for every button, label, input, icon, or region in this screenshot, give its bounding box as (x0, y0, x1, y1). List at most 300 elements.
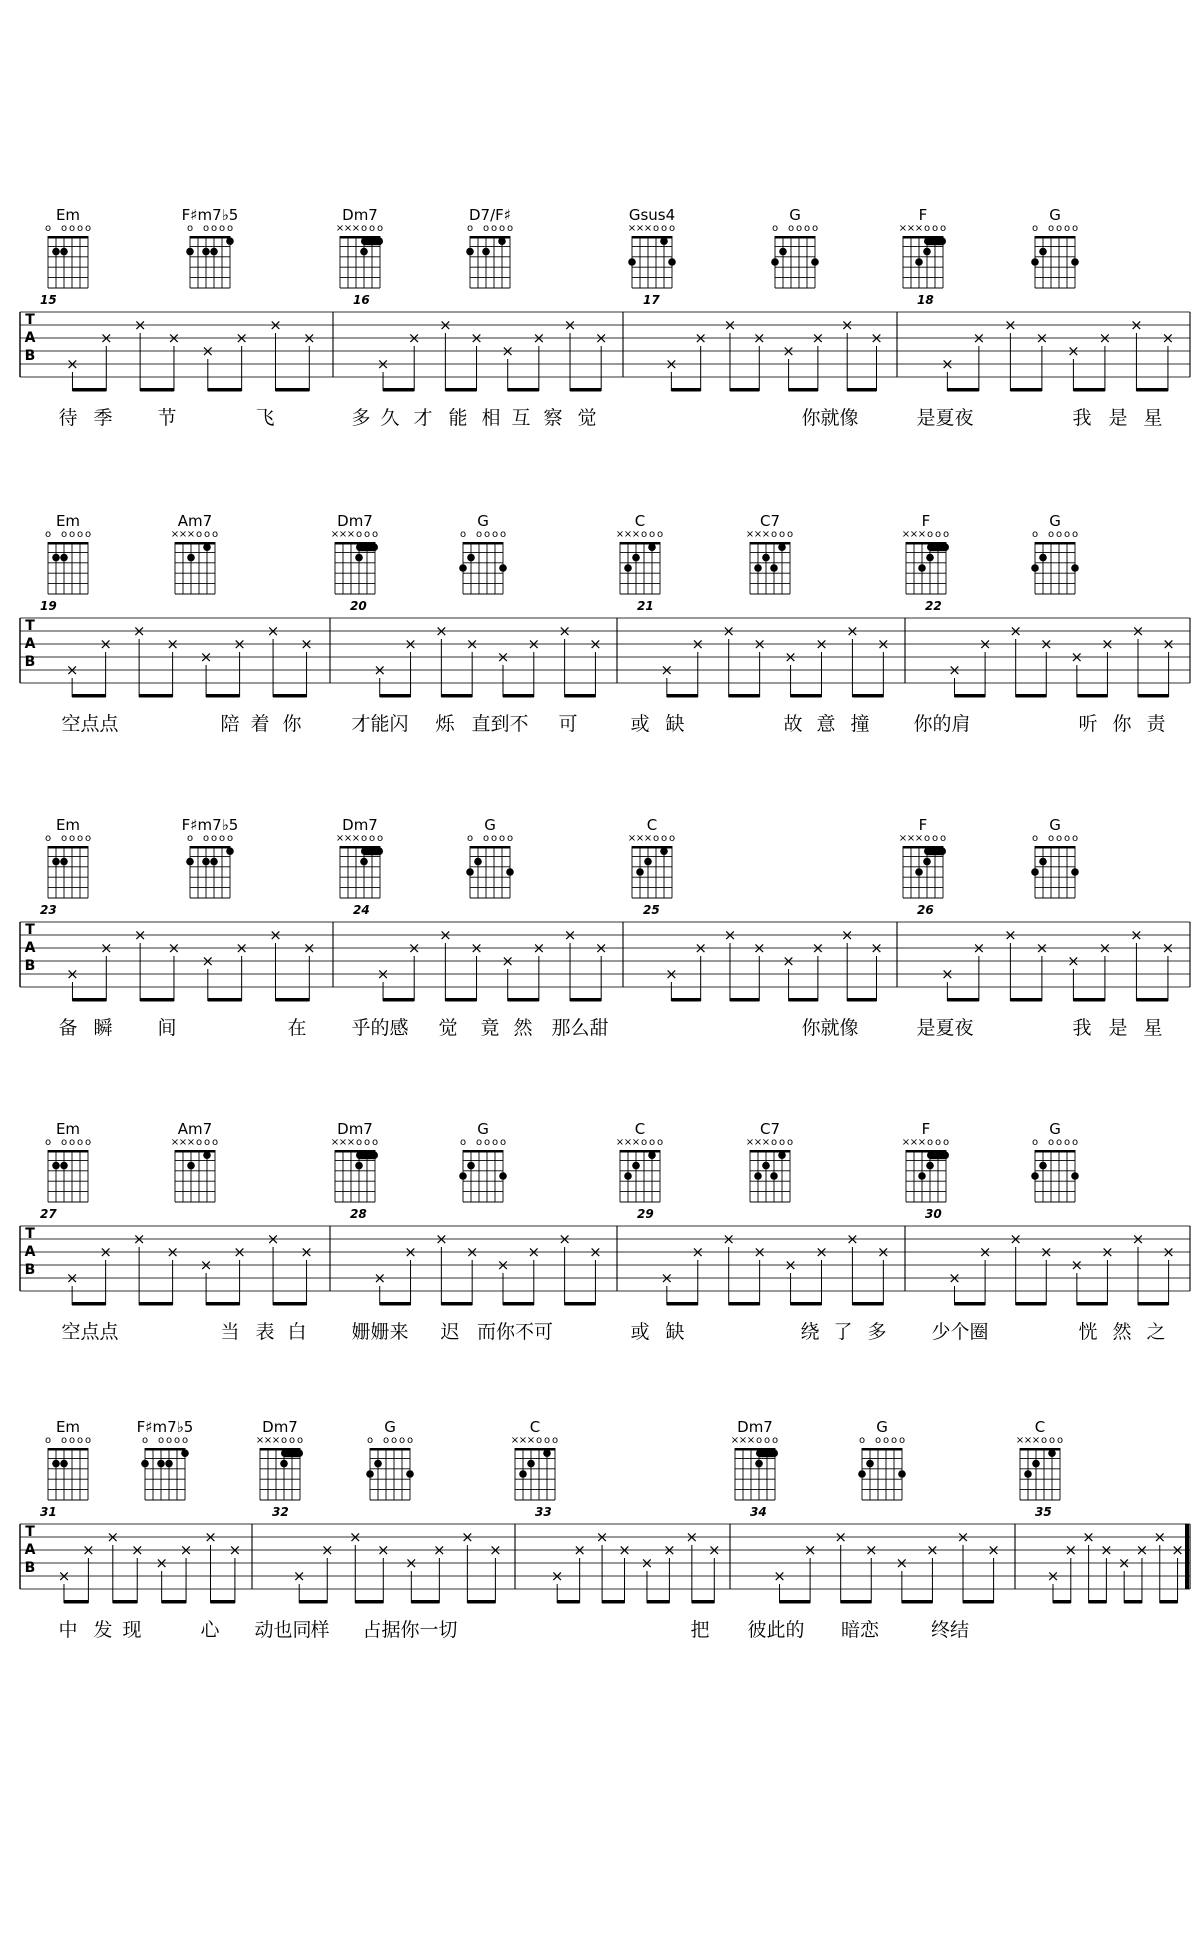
finger-dot (660, 847, 668, 855)
finger-dot (52, 1460, 60, 1468)
tab-note-x: × (435, 622, 448, 640)
open-string-mark: o (803, 223, 811, 234)
tab-note-x: × (784, 648, 797, 666)
tab-note-x: × (941, 965, 954, 983)
tab-note-x: × (269, 926, 282, 944)
open-string-mark: o (1047, 1137, 1055, 1148)
note-beam (565, 694, 596, 698)
note-beam (383, 388, 414, 392)
tab-note-x: × (1004, 316, 1017, 334)
lyric-syllable: 缺 (665, 713, 685, 735)
finger-dot (374, 1460, 382, 1468)
tab-note-x: × (132, 1230, 146, 1248)
lyric-syllable: 你 (1112, 713, 1132, 735)
open-string-mark: × (909, 529, 919, 540)
note-beam (206, 1302, 239, 1306)
finger-dot (459, 564, 467, 572)
chord-name: C (1034, 1418, 1046, 1436)
lyric-syllable: 占据你一切 (362, 1619, 458, 1641)
chord-name: F (921, 1120, 931, 1138)
open-string-mark: o (68, 529, 76, 540)
chord-diagram-3 (466, 206, 513, 288)
note-beam (729, 694, 760, 698)
chord-diagram-3 (459, 512, 507, 594)
finger-dot (923, 858, 931, 866)
lyric-syllable: 把 (690, 1619, 710, 1641)
finger-dot (467, 1162, 475, 1170)
open-string-mark: o (498, 833, 506, 844)
open-string-mark: o (186, 833, 194, 844)
lyric-syllable: 你 (282, 713, 302, 735)
tab-note-x: × (1009, 622, 1022, 640)
finger-dot (181, 1449, 189, 1457)
finger-dot (226, 237, 234, 245)
note-beam (791, 694, 822, 698)
note-beam (208, 998, 242, 1002)
open-string-mark: o (1063, 833, 1071, 844)
lyric-syllable: 那么甜 (551, 1017, 609, 1039)
tab-note-x: × (66, 355, 79, 373)
open-string-mark: o (296, 1435, 304, 1446)
finger-dot (52, 1162, 60, 1170)
bar-number: 30 (925, 1207, 942, 1221)
open-string-mark: o (1048, 1435, 1056, 1446)
open-string-mark: o (44, 833, 52, 844)
note-beam (380, 694, 411, 698)
open-string-mark: o (376, 833, 384, 844)
lyric-syllable: 动也同 (254, 1619, 312, 1641)
note-beam (570, 388, 601, 392)
note-beam (789, 388, 818, 392)
tab-note-x: × (179, 1541, 193, 1559)
finger-dot (355, 554, 363, 562)
finger-dot (1039, 554, 1047, 562)
bar-number: 28 (350, 1207, 367, 1221)
note-beam (113, 1600, 137, 1604)
open-string-mark: × (351, 223, 361, 234)
open-string-mark: o (934, 529, 942, 540)
lyric-syllable: 察 (543, 407, 563, 429)
tab-note-x: × (840, 926, 854, 944)
finger-dot (527, 1460, 535, 1468)
note-beam (139, 1302, 172, 1306)
open-string-mark: o (398, 1435, 406, 1446)
open-string-mark: o (363, 1137, 371, 1148)
open-string-mark: o (84, 529, 92, 540)
chord-nut (48, 236, 88, 239)
tab-note-x: × (201, 952, 215, 970)
tab-note-x: × (266, 1230, 280, 1248)
open-string-mark: × (186, 1137, 196, 1148)
tab-note-x: × (595, 1528, 609, 1546)
finger-dot (762, 554, 770, 562)
tab-note-x: × (300, 1243, 313, 1261)
open-string-mark: o (1055, 1137, 1063, 1148)
open-string-mark: o (173, 1435, 181, 1446)
open-string-mark: o (84, 833, 92, 844)
open-string-mark: o (931, 223, 939, 234)
tab-note-x: × (1171, 1541, 1184, 1559)
lyric-syllable: 责 (1146, 713, 1166, 735)
chord-diagram-3 (466, 816, 514, 898)
note-beam (383, 998, 414, 1002)
tab-note-x: × (407, 939, 421, 957)
open-string-mark: o (376, 223, 384, 234)
finger-dot (482, 248, 490, 256)
lyric-syllable: 觉 (438, 1017, 458, 1039)
chord-diagram-3 (459, 1120, 507, 1202)
tab-note-x: × (691, 635, 705, 653)
lyric-syllable: 你的肩 (913, 713, 971, 735)
tab-note-x: × (558, 1230, 571, 1248)
open-string-mark: o (640, 1137, 648, 1148)
lyric-syllable: 久 (380, 407, 400, 429)
chord-name: G (1049, 816, 1061, 834)
open-string-mark: × (615, 1137, 625, 1148)
lyric-syllable: 才 (413, 407, 433, 429)
open-string-mark: × (346, 1137, 356, 1148)
bar-number: 25 (643, 903, 660, 917)
open-string-mark: o (1031, 1137, 1039, 1148)
lyric-syllable: 星 (1143, 1017, 1163, 1039)
tab-note-x: × (956, 1528, 970, 1546)
open-string-mark: o (84, 1435, 92, 1446)
open-string-mark: o (76, 1137, 84, 1148)
open-string-mark: × (338, 529, 348, 540)
lyric-syllable: 竟 (480, 1017, 500, 1039)
finger-dot (60, 1460, 68, 1468)
tab-note-x: × (57, 1567, 71, 1585)
note-beam (72, 1302, 105, 1306)
tab-clef-letter: A (24, 330, 36, 346)
lyric-syllable: 迟 (440, 1321, 460, 1343)
tab-note-x: × (66, 965, 79, 983)
tab-note-x: × (1161, 329, 1175, 347)
chord-nut (1035, 236, 1075, 239)
open-string-mark: o (165, 1435, 173, 1446)
bar-number: 34 (750, 1505, 767, 1519)
finger-dot (60, 554, 68, 562)
open-string-mark: o (1071, 833, 1079, 844)
lyric-syllable: 缺 (665, 1321, 685, 1343)
open-string-mark: o (355, 1137, 363, 1148)
tab-note-x: × (665, 965, 678, 983)
note-beam (667, 694, 698, 698)
open-string-mark: o (771, 1435, 779, 1446)
note-beam (963, 1600, 994, 1604)
tab-note-x: × (694, 939, 707, 957)
open-string-mark: o (141, 1435, 149, 1446)
open-string-mark: o (360, 223, 368, 234)
tab-note-x: × (752, 939, 766, 957)
tab-note-x: × (303, 939, 316, 957)
finger-dot (406, 1470, 414, 1478)
tab-note-x: × (527, 635, 541, 653)
open-string-mark: o (939, 833, 947, 844)
finger-dot (157, 1460, 165, 1468)
chord-name: G (789, 206, 801, 224)
tab-note-x: × (199, 648, 213, 666)
chord-name: G (384, 1418, 396, 1436)
open-string-mark: o (890, 1435, 898, 1446)
bar-number: 31 (40, 1505, 57, 1519)
tab-note-x: × (660, 661, 674, 679)
bar-number: 23 (40, 903, 57, 917)
open-string-mark: o (778, 529, 786, 540)
chord-name: Em (55, 816, 81, 834)
lyric-syllable: 觉 (577, 407, 597, 429)
note-beam (557, 1600, 579, 1604)
open-string-mark: × (170, 1137, 180, 1148)
open-string-mark: × (335, 833, 345, 844)
finger-dot (754, 564, 762, 572)
lyric-syllable: 我 (1072, 407, 1092, 429)
tab-note-x: × (496, 1256, 510, 1274)
note-beam (1160, 1600, 1178, 1604)
tab-system-1 (20, 206, 1190, 429)
tab-note-x: × (166, 635, 179, 653)
tab-note-x: × (377, 1541, 390, 1559)
open-string-mark: o (660, 833, 668, 844)
open-string-mark: o (68, 1435, 76, 1446)
tab-note-x: × (834, 1528, 847, 1546)
chord-diagram-2 (331, 512, 378, 594)
finger-dot (858, 1470, 866, 1478)
tab-note-x: × (1130, 316, 1143, 334)
open-string-mark: × (745, 1137, 755, 1148)
open-string-mark: × (335, 223, 345, 234)
note-beam (503, 1302, 534, 1306)
tab-note-x: × (470, 939, 483, 957)
lyric-syllable: 发 (93, 1619, 113, 1641)
note-beam (445, 998, 476, 1002)
finger-dot (624, 564, 632, 572)
finger-dot (1031, 564, 1039, 572)
chord-diagram-5 (771, 206, 819, 288)
open-string-mark: o (506, 223, 514, 234)
note-beam (1138, 1302, 1169, 1306)
open-string-mark: o (490, 833, 498, 844)
open-string-mark: o (1047, 529, 1055, 540)
tab-note-x: × (532, 939, 546, 957)
finger-dot (1048, 1449, 1056, 1457)
note-beam (467, 1600, 495, 1604)
tab-note-x: × (465, 635, 479, 653)
open-string-mark: o (770, 1137, 778, 1148)
tab-system-5 (20, 1418, 1190, 1641)
open-string-mark: × (615, 529, 625, 540)
note-beam (902, 1600, 933, 1604)
open-string-mark: × (761, 1137, 771, 1148)
open-string-mark: o (490, 223, 498, 234)
note-beam (273, 694, 306, 698)
tab-note-x: × (1101, 1243, 1114, 1261)
open-string-mark: o (778, 1137, 786, 1148)
tab-clef-letter: T (25, 312, 35, 328)
note-beam (647, 1600, 669, 1604)
chord-diagram-4 (511, 1418, 558, 1500)
open-string-mark: o (652, 223, 660, 234)
open-string-mark: × (738, 1435, 748, 1446)
tab-note-x: × (870, 329, 883, 347)
tab-note-x: × (303, 329, 316, 347)
finger-dot (1024, 1470, 1032, 1478)
finger-dot (60, 248, 68, 256)
open-string-mark: o (44, 1435, 52, 1446)
lyric-syllable: 空点点 (61, 1321, 119, 1343)
note-beam (791, 1302, 822, 1306)
tab-note-x: × (1162, 635, 1175, 653)
open-string-mark: × (1015, 1435, 1025, 1446)
tab-note-x: × (1039, 1243, 1053, 1261)
chord-nut (48, 1448, 88, 1451)
open-string-mark: o (874, 1435, 882, 1446)
note-beam (847, 998, 876, 1002)
bar-number: 27 (40, 1207, 57, 1221)
tab-note-x: × (461, 1528, 474, 1546)
tab-note-x: × (133, 926, 147, 944)
open-string-mark: × (753, 529, 763, 540)
open-string-mark: o (406, 1435, 414, 1446)
open-string-mark: o (1063, 223, 1071, 234)
tab-note-x: × (563, 926, 577, 944)
lyric-syllable: 才能闪 (351, 713, 409, 735)
finger-dot (202, 858, 210, 866)
open-string-mark: o (1047, 223, 1055, 234)
bar-number: 24 (353, 903, 370, 917)
chord-name: C7 (759, 512, 781, 530)
chord-nut (1035, 846, 1075, 849)
note-beam (1136, 388, 1168, 392)
finger-dot (755, 1460, 763, 1468)
open-string-mark: o (660, 223, 668, 234)
chord-diagram-7 (1016, 1418, 1063, 1500)
tab-note-x: × (840, 316, 854, 334)
tab-note-x: × (1082, 1528, 1095, 1546)
tab-note-x: × (1131, 1230, 1145, 1248)
tab-note-x: × (811, 939, 825, 957)
barre-dot (361, 237, 383, 245)
tab-note-x: × (782, 342, 795, 360)
finger-dot (203, 1151, 211, 1159)
chord-nut (48, 542, 88, 545)
lyric-syllable: 陪 (220, 713, 240, 735)
open-string-mark: o (1071, 1137, 1079, 1148)
tab-note-x: × (201, 342, 215, 360)
lyric-syllable: 中 (58, 1619, 78, 1641)
note-beam (852, 694, 883, 698)
finger-dot (498, 237, 506, 245)
note-beam (780, 1600, 811, 1604)
tab-note-x: × (433, 1541, 446, 1559)
chord-diagram-1 (182, 816, 239, 898)
open-string-mark: o (1031, 833, 1039, 844)
chord-diagram-0 (45, 816, 91, 898)
open-string-mark: o (786, 529, 794, 540)
tab-note-x: × (665, 355, 678, 373)
tab-note-x: × (1162, 1243, 1175, 1261)
open-string-mark: × (346, 529, 356, 540)
tab-note-x: × (618, 1541, 631, 1559)
note-beam (139, 694, 172, 698)
open-string-mark: o (368, 223, 376, 234)
open-string-mark: o (1031, 529, 1039, 540)
tab-note-x: × (1153, 1528, 1167, 1546)
lyric-syllable: 终结 (930, 1619, 970, 1641)
tab-note-x: × (1035, 329, 1049, 347)
chord-diagram-5 (731, 1418, 778, 1500)
open-string-mark: o (60, 1435, 68, 1446)
finger-dot (648, 543, 656, 551)
tab-clef-letter: A (24, 940, 36, 956)
open-string-mark: o (371, 1137, 379, 1148)
lyric-syllable: 姗姗来 (351, 1321, 409, 1343)
bar-number: 33 (535, 1505, 552, 1519)
bar-number: 16 (353, 293, 370, 307)
open-string-mark: o (368, 833, 376, 844)
open-string-mark: × (178, 1137, 188, 1148)
tab-note-x: × (1098, 329, 1112, 347)
open-string-mark: o (181, 1435, 189, 1446)
chord-name: C (529, 1418, 541, 1436)
open-string-mark: × (1031, 1435, 1041, 1446)
tab-note-x: × (65, 661, 79, 679)
open-string-mark: × (255, 1435, 265, 1446)
barre-dot (924, 847, 946, 855)
open-string-mark: o (210, 223, 218, 234)
open-string-mark: × (510, 1435, 520, 1446)
finger-dot (210, 248, 218, 256)
note-beam (852, 1302, 883, 1306)
lyric-syllable: 少个圈 (931, 1321, 989, 1343)
lyric-syllable: 撞 (850, 713, 870, 735)
note-beam (1077, 1302, 1108, 1306)
open-string-mark: o (483, 1137, 491, 1148)
open-string-mark: × (917, 529, 927, 540)
open-string-mark: × (730, 1435, 740, 1446)
tab-note-x: × (501, 952, 514, 970)
note-beam (730, 388, 759, 392)
open-string-mark: o (1055, 833, 1063, 844)
chord-name: Em (55, 206, 81, 224)
lyric-syllable: 是 (1108, 407, 1128, 429)
note-beam (72, 694, 105, 698)
tab-note-x: × (501, 342, 514, 360)
lyric-syllable: 乎的感 (351, 1017, 409, 1039)
chord-diagram-0 (45, 512, 91, 594)
finger-dot (1031, 258, 1039, 266)
finger-dot (915, 868, 923, 876)
chord-name: C (634, 1120, 646, 1138)
tab-note-x: × (972, 329, 986, 347)
open-string-mark: × (338, 1137, 348, 1148)
tab-note-x: × (130, 1541, 144, 1559)
tab-note-x: × (100, 939, 113, 957)
chord-diagram-4 (616, 1120, 663, 1202)
lyric-syllable: 了 (833, 1321, 853, 1343)
note-beam (72, 998, 106, 1002)
tab-note-x: × (563, 316, 577, 334)
open-string-mark: o (84, 1137, 92, 1148)
barre-dot (361, 847, 383, 855)
finger-dot (499, 564, 507, 572)
finger-dot (60, 1162, 68, 1170)
open-string-mark: o (771, 223, 779, 234)
open-string-mark: o (755, 1435, 763, 1446)
note-beam (1124, 1600, 1142, 1604)
open-string-mark: × (643, 223, 653, 234)
open-string-mark: o (811, 223, 819, 234)
